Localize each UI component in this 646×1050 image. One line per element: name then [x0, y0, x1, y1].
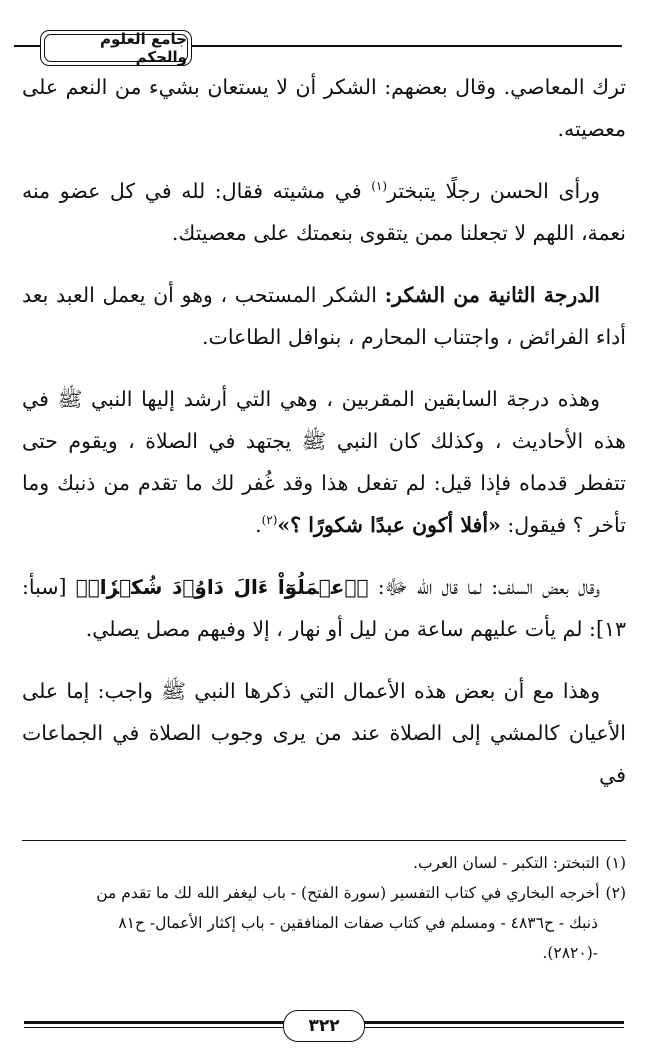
- paragraph-5-text-b: [سبأ: ١٣]: لم يأت عليهم ساعة من ليل أو نهار ، إلا وفيهم مصل يصلي.: [22, 575, 626, 641]
- paragraph-2: [22, 170, 626, 254]
- footnote-2-line-3: -(٢٨٢٠).: [542, 944, 598, 962]
- paragraph-3-text: الشكر المستحب ، وهو أن يعمل العبد بعد أداء الفرائض ، واجتناب المحارم ، بنوافل الطاعات.: [22, 283, 626, 349]
- footnote-2-line-1: أخرجه البخاري في كتاب التفسير (سورة الفتح) - باب ليغفر الله لك ما تقدم من: [96, 884, 600, 902]
- paragraph-4-end: .: [255, 513, 262, 537]
- footnote-rule: [22, 840, 626, 841]
- footnote-2-continuation: [22, 908, 626, 938]
- footnote-2-number: (٢): [605, 884, 626, 902]
- footnote-2-line-2: ذنبك - ح٤٨٣٦ - ومسلم في كتاب صفات المنافقين - باب إكثار الأعمال- ح٨١: [118, 914, 598, 932]
- paragraph-2-text-a: ورأى الحسن رجلًا يتبختر: [387, 179, 600, 203]
- footnote-1-number: (١): [605, 854, 626, 872]
- paragraph-6: [22, 670, 626, 796]
- footnote-ref-1[interactable]: (١): [371, 179, 388, 194]
- paragraph-1-text: ترك المعاصي. وقال بعضهم: الشكر أن لا يستعان بشيء من النعم على معصيته.: [22, 75, 626, 141]
- footnote-1: [22, 848, 626, 878]
- footnote-ref-2[interactable]: (٢): [261, 513, 278, 528]
- paragraph-4: [22, 378, 626, 546]
- paragraph-3: [22, 274, 626, 358]
- page-number: ٣٢٢: [283, 1010, 365, 1042]
- header-title: جامع العلوم والحكم: [44, 34, 188, 62]
- paragraph-5-text-a: وقال بعض السلف: لما قال الله ﷻ:: [368, 575, 600, 599]
- hadith-quote: «أفلا أكون عبدًا شكورًا ؟»: [277, 513, 501, 537]
- paragraph-1: [22, 66, 626, 150]
- section-heading: الدرجة الثانية من الشكر:: [384, 283, 600, 307]
- main-text: [22, 66, 626, 816]
- footnote-2: [22, 878, 626, 908]
- paragraph-4-text: وهذه درجة السابقين المقربين ، وهي التي أرشد إليها النبي ﷺ في هذه الأحاديث ، وكذلك كان النبي ﷺ يجتهد في الصلاة ، ويقوم حتى تتفطر قدماه فإذا قيل: لم تفعل هذا وقد غُفر لك ما تقدم من ذنبك وما تأخر ؟ فيقول:: [22, 387, 626, 537]
- running-header: [40, 30, 192, 66]
- footnote-2-continuation-2: [22, 938, 626, 968]
- paragraph-2-text-b: في مشيته فقال: لله في كل عضو منه نعمة، اللهم لا تجعلنا ممن يتقوى بنعمتك على معصيتك.: [22, 179, 626, 245]
- footnote-1-text: التبختر: التكبر - لسان العرب.: [413, 854, 600, 872]
- quran-verse: ﴿ٱعۡمَلُوٓاْ ءَالَ دَاوُۥدَ شُكۡرٗاۚ﴾: [75, 575, 369, 599]
- paragraph-5: [22, 566, 626, 650]
- paragraph-6-text: وهذا مع أن بعض هذه الأعمال التي ذكرها النبي ﷺ واجب: إما على الأعيان كالمشي إلى الصلاة عند من يرى وجوب الصلاة في الجماعات في: [22, 679, 626, 787]
- footnotes: [22, 848, 626, 968]
